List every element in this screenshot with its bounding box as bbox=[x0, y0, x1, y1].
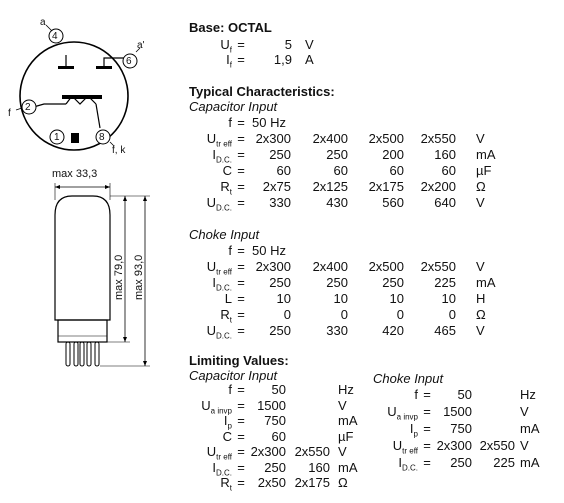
typ-cap-row-1-value-0: 250 bbox=[269, 147, 291, 162]
typ-choke-f-equals: = bbox=[237, 243, 245, 258]
limiting-title: Limiting Values: bbox=[189, 353, 289, 368]
lim-cap-row-2-unit: mA bbox=[338, 413, 358, 428]
lim-cap-row-5-symbol-sub: D.C. bbox=[216, 468, 232, 478]
typ-cap-row-4-value-1: 430 bbox=[326, 195, 348, 210]
typ-cap-f-equals: = bbox=[237, 115, 245, 130]
lim-cap-row-3-unit: µF bbox=[338, 428, 354, 444]
typ-cap-row-0-unit: V bbox=[476, 131, 485, 146]
base-title: Base: OCTAL bbox=[189, 20, 272, 35]
typ-cap-row-4-unit: V bbox=[476, 195, 485, 210]
lim-cap-row-1-symbol-sub: a invp bbox=[210, 406, 232, 416]
lim-choke-row-0-symbol-main: f bbox=[414, 387, 418, 402]
lim-choke-row-3-symbol-main: U bbox=[392, 438, 403, 453]
anode-a2-plate bbox=[96, 66, 112, 69]
typ-choke-row-1-value-0: 250 bbox=[269, 275, 291, 290]
typ-cap-row-3-equals: = bbox=[237, 179, 245, 194]
typ-cap-row-1-unit: mA bbox=[476, 147, 496, 162]
typ-cap-row-1-symbol-main: I bbox=[212, 147, 216, 162]
lim-cap-row-5-unit: mA bbox=[338, 459, 358, 475]
lim-cap-row-3-value-0: 60 bbox=[271, 428, 286, 444]
typ-cap-row-3-value-3: 2x200 bbox=[420, 179, 456, 194]
lim-cap-row-0-symbol bbox=[172, 383, 232, 397]
lim-cap-row-3-equals: = bbox=[237, 428, 245, 444]
height2-arrow-top bbox=[143, 196, 147, 201]
typ-choke-row-2-value-0: 10 bbox=[276, 291, 291, 306]
typ-cap-row-0-value-2: 2x500 bbox=[368, 131, 404, 146]
lim-choke-row-2-symbol-main: I bbox=[409, 421, 414, 436]
typ-cap-row-1-value-3: 160 bbox=[434, 147, 456, 162]
typ-cap-row-3-value-0: 2x75 bbox=[262, 179, 291, 194]
label-a-prime: a' bbox=[137, 40, 145, 51]
pin-6-label: 6 bbox=[126, 56, 132, 67]
typ-choke-row-0-equals: = bbox=[237, 259, 245, 274]
typ-choke-row-3-value-3: 0 bbox=[448, 307, 456, 322]
lim-cap-row-6-symbol-sub: t bbox=[229, 483, 232, 493]
typ-cap-row-4-symbol-main: U bbox=[206, 195, 216, 210]
typ-choke-row-1-value-2: 250 bbox=[382, 275, 404, 290]
lim-cap-row-5-value-0: 250 bbox=[264, 459, 286, 475]
typ-cap-row-2-symbol bbox=[172, 164, 232, 178]
lim-choke-row-4-value-0: 250 bbox=[450, 455, 472, 470]
lim-choke-row-0-value-0: 50 bbox=[457, 387, 472, 402]
typ-choke-row-3-value-2: 0 bbox=[396, 307, 404, 322]
base-row-1-unit: A bbox=[305, 52, 314, 67]
typ-choke-row-0-value-0: 2x300 bbox=[255, 259, 291, 274]
lim-choke-row-1-symbol-main: U bbox=[387, 404, 397, 419]
typ-cap-f-value: 50 Hz bbox=[252, 115, 286, 130]
typ-cap-row-3-value-1: 2x125 bbox=[312, 179, 348, 194]
typ-choke-row-4-value-3: 465 bbox=[434, 323, 456, 338]
lim-choke-row-4-symbol-main: I bbox=[398, 455, 402, 470]
typ-cap-row-0-symbol-main: U bbox=[206, 131, 217, 146]
typ-choke-row-4-value-1: 330 bbox=[326, 323, 348, 338]
typ-choke-row-4-value-0: 250 bbox=[269, 323, 291, 338]
tube-drawing bbox=[0, 0, 185, 400]
anode-a-plate bbox=[58, 66, 74, 69]
lim-choke-row-4-value-1: 225 bbox=[493, 455, 515, 470]
typ-cap-row-1-value-1: 250 bbox=[326, 147, 348, 162]
typ-cap-row-4-equals: = bbox=[237, 195, 245, 210]
lim-cap-row-3-symbol bbox=[172, 430, 232, 444]
lim-cap-row-4-symbol-main: U bbox=[206, 444, 217, 459]
typ-choke-row-3-equals: = bbox=[237, 307, 245, 322]
pin-1-label: 1 bbox=[54, 132, 60, 143]
lim-cap-row-0-value-0: 50 bbox=[271, 382, 286, 397]
lim-choke-row-3-unit: V bbox=[520, 438, 529, 453]
typ-choke-row-2-symbol-main: L bbox=[224, 291, 232, 306]
lim-cap-row-1-value-0: 1500 bbox=[257, 397, 286, 413]
typ-cap-row-0-value-1: 2x400 bbox=[312, 131, 348, 146]
typ-choke-row-0-value-3: 2x550 bbox=[420, 259, 456, 274]
lim-cap-row-2-symbol-sub: p bbox=[227, 421, 232, 431]
typical-capacitor-title: Capacitor Input bbox=[189, 99, 278, 114]
base-row-0-unit: V bbox=[305, 37, 314, 52]
lim-cap-row-6-unit: Ω bbox=[338, 475, 348, 490]
typ-choke-row-4-equals: = bbox=[237, 323, 245, 338]
lim-cap-row-5-symbol-main: I bbox=[212, 459, 216, 475]
limiting-choke-title: Choke Input bbox=[373, 371, 444, 386]
typ-cap-row-3-symbol-sub: t bbox=[229, 187, 232, 197]
tube-base bbox=[58, 320, 107, 342]
lim-choke-row-3-equals: = bbox=[423, 438, 431, 453]
lim-cap-row-4-value-1: 2x550 bbox=[294, 444, 330, 459]
typ-cap-row-2-value-0: 60 bbox=[276, 163, 291, 178]
lim-choke-row-0-unit: Hz bbox=[520, 387, 536, 402]
width-dim-label: max 33,3 bbox=[52, 168, 98, 180]
label-fk: f, k bbox=[112, 145, 126, 156]
lim-cap-row-1-unit: V bbox=[338, 397, 347, 413]
typ-choke-row-4-unit: V bbox=[476, 323, 485, 338]
typ-cap-row-4-value-0: 330 bbox=[269, 195, 291, 210]
lim-cap-row-2-value-0: 750 bbox=[264, 413, 286, 428]
typ-choke-row-3-value-1: 0 bbox=[340, 307, 348, 322]
typ-cap-row-2-symbol-main: C bbox=[222, 163, 232, 178]
typ-choke-f-value: 50 Hz bbox=[252, 243, 286, 258]
lim-choke-row-0-symbol bbox=[358, 388, 418, 402]
typ-cap-row-0-value-3: 2x550 bbox=[420, 131, 456, 146]
typ-choke-row-4-symbol bbox=[172, 324, 232, 344]
base-row-1-symbol-main: I bbox=[226, 52, 230, 67]
lim-cap-row-6-symbol bbox=[172, 476, 232, 496]
filament-lead-right bbox=[96, 104, 100, 128]
lim-cap-row-2-equals: = bbox=[237, 413, 245, 428]
typ-cap-row-0-symbol-sub: tr eff bbox=[216, 139, 232, 149]
lim-cap-row-0-symbol-main: f bbox=[228, 382, 232, 397]
typ-cap-row-4-value-3: 640 bbox=[434, 195, 456, 210]
lim-cap-row-5-equals: = bbox=[237, 459, 245, 475]
typical-choke-title: Choke Input bbox=[189, 227, 260, 242]
typ-cap-row-2-equals: = bbox=[237, 163, 245, 178]
typ-choke-row-2-symbol bbox=[172, 292, 232, 306]
lim-choke-row-4-unit: mA bbox=[520, 455, 540, 470]
lim-choke-row-2-unit: mA bbox=[520, 421, 540, 436]
typ-choke-row-0-value-2: 2x500 bbox=[368, 259, 404, 274]
height2-arrow-bottom bbox=[143, 361, 147, 366]
typ-choke-row-3-value-0: 0 bbox=[283, 307, 291, 322]
typ-choke-row-1-value-3: 225 bbox=[434, 275, 456, 290]
typ-cap-row-3-value-2: 2x175 bbox=[368, 179, 404, 194]
bulb-outline bbox=[55, 196, 110, 320]
width-arrow-right bbox=[105, 185, 110, 189]
typ-choke-row-4-symbol-sub: D.C. bbox=[216, 331, 232, 341]
lim-choke-row-4-equals: = bbox=[423, 455, 431, 470]
typ-choke-f-symbol-main: f bbox=[228, 243, 232, 258]
height2-dim-label: max 93,0 bbox=[133, 254, 145, 300]
typ-choke-row-2-value-1: 10 bbox=[333, 291, 348, 306]
lim-cap-row-4-unit: V bbox=[338, 444, 347, 459]
base-row-1-symbol bbox=[172, 53, 232, 73]
height1-arrow-bottom bbox=[123, 337, 127, 342]
typ-choke-row-2-equals: = bbox=[237, 291, 245, 306]
lim-cap-row-4-value-0: 2x300 bbox=[250, 444, 286, 459]
typ-choke-row-1-symbol-sub: D.C. bbox=[216, 283, 232, 293]
typ-cap-row-2-value-2: 60 bbox=[389, 163, 404, 178]
height1-arrow-top bbox=[123, 196, 127, 201]
typ-choke-row-2-value-2: 10 bbox=[389, 291, 404, 306]
lim-cap-row-4-equals: = bbox=[237, 444, 245, 459]
typ-choke-row-0-symbol-sub: tr eff bbox=[216, 267, 232, 277]
lim-choke-row-3-value-0: 2x300 bbox=[436, 438, 472, 453]
lim-cap-row-5-value-1: 160 bbox=[308, 459, 330, 475]
typ-cap-row-1-equals: = bbox=[237, 147, 245, 162]
lim-choke-row-2-symbol-sub: p bbox=[413, 429, 418, 439]
lim-cap-row-0-unit: Hz bbox=[338, 382, 354, 397]
typ-choke-row-2-value-3: 10 bbox=[441, 291, 456, 306]
typ-choke-row-4-symbol-main: U bbox=[206, 323, 216, 338]
cathode-bar bbox=[62, 95, 102, 99]
typ-choke-row-4-value-2: 420 bbox=[382, 323, 404, 338]
typ-cap-row-0-equals: = bbox=[237, 131, 245, 146]
typ-choke-row-3-symbol-sub: t bbox=[229, 315, 232, 325]
typ-choke-row-1-equals: = bbox=[237, 275, 245, 290]
base-row-1-symbol-sub: f bbox=[229, 60, 232, 70]
typ-cap-row-2-unit: µF bbox=[476, 163, 492, 178]
tube-pins bbox=[66, 342, 99, 366]
lim-choke-row-3-value-1: 2x550 bbox=[479, 438, 515, 453]
typ-cap-row-4-symbol bbox=[172, 196, 232, 216]
socket-key bbox=[71, 133, 79, 143]
typ-choke-row-0-symbol-main: U bbox=[206, 259, 217, 274]
lim-cap-row-2-symbol-main: I bbox=[223, 413, 228, 428]
typ-cap-row-4-symbol-sub: D.C. bbox=[216, 203, 232, 213]
base-row-0-symbol-main: U bbox=[220, 37, 230, 52]
lim-choke-row-1-unit: V bbox=[520, 404, 529, 419]
width-arrow-left bbox=[55, 185, 60, 189]
lim-cap-row-6-value-1: 2x175 bbox=[294, 475, 330, 490]
typ-cap-row-4-value-2: 560 bbox=[382, 195, 404, 210]
label-f: f bbox=[8, 108, 11, 119]
typ-cap-row-2-value-3: 60 bbox=[441, 163, 456, 178]
lim-choke-row-2-equals: = bbox=[423, 421, 431, 436]
typ-cap-row-1-symbol-sub: D.C. bbox=[216, 155, 232, 165]
typ-choke-row-0-value-1: 2x400 bbox=[312, 259, 348, 274]
typ-choke-row-1-value-1: 250 bbox=[326, 275, 348, 290]
label-a: a bbox=[40, 17, 46, 28]
lim-cap-row-1-equals: = bbox=[237, 397, 245, 413]
lim-cap-row-6-value-0: 2x50 bbox=[257, 475, 286, 490]
typ-choke-row-1-unit: mA bbox=[476, 275, 496, 290]
typ-choke-row-0-unit: V bbox=[476, 259, 485, 274]
typ-cap-f-symbol bbox=[172, 116, 232, 130]
lim-choke-row-4-symbol bbox=[358, 456, 418, 476]
typ-choke-row-1-symbol-main: I bbox=[212, 275, 216, 290]
lim-cap-row-1-symbol-main: U bbox=[201, 397, 211, 413]
typ-choke-f-symbol bbox=[172, 244, 232, 258]
pin-4-label: 4 bbox=[52, 31, 58, 42]
lim-choke-row-1-symbol-sub: a invp bbox=[396, 412, 418, 422]
lim-choke-row-3-symbol-sub: tr eff bbox=[402, 446, 418, 456]
lim-choke-row-1-equals: = bbox=[423, 404, 431, 419]
pin-8-label: 8 bbox=[99, 132, 105, 143]
lim-cap-row-4-symbol-sub: tr eff bbox=[216, 452, 232, 462]
typ-cap-row-3-unit: Ω bbox=[476, 179, 486, 194]
typical-title: Typical Characteristics: bbox=[189, 84, 335, 99]
lim-cap-row-6-symbol-main: R bbox=[220, 475, 230, 490]
base-row-0-symbol-sub: f bbox=[229, 45, 232, 55]
lim-cap-row-0-equals: = bbox=[237, 382, 245, 397]
typ-cap-row-0-value-0: 2x300 bbox=[255, 131, 291, 146]
typ-cap-row-2-value-1: 60 bbox=[333, 163, 348, 178]
lim-cap-row-3-symbol-main: C bbox=[222, 428, 232, 444]
typ-choke-row-2-unit: H bbox=[476, 291, 486, 306]
lim-cap-row-6-equals: = bbox=[237, 475, 245, 490]
base-row-0-value: 5 bbox=[284, 37, 292, 52]
lim-choke-row-0-equals: = bbox=[423, 387, 431, 402]
base-row-1-value: 1,9 bbox=[273, 52, 292, 67]
typ-cap-f-symbol-main: f bbox=[228, 115, 232, 130]
typ-cap-row-3-symbol-main: R bbox=[220, 179, 230, 194]
typ-cap-row-1-value-2: 200 bbox=[382, 147, 404, 162]
base-row-1-equals: = bbox=[237, 52, 245, 67]
pin-2-label: 2 bbox=[25, 102, 31, 113]
typ-choke-row-3-unit: Ω bbox=[476, 307, 486, 322]
height1-dim-label: max 79,0 bbox=[113, 254, 125, 300]
base-row-0-equals: = bbox=[237, 37, 245, 52]
lim-choke-row-2-value-0: 750 bbox=[450, 421, 472, 436]
lim-choke-row-1-value-0: 1500 bbox=[443, 404, 472, 419]
typ-choke-row-3-symbol-main: R bbox=[220, 307, 230, 322]
lim-choke-row-4-symbol-sub: D.C. bbox=[402, 463, 418, 473]
limiting-capacitor-title: Capacitor Input bbox=[189, 368, 278, 383]
